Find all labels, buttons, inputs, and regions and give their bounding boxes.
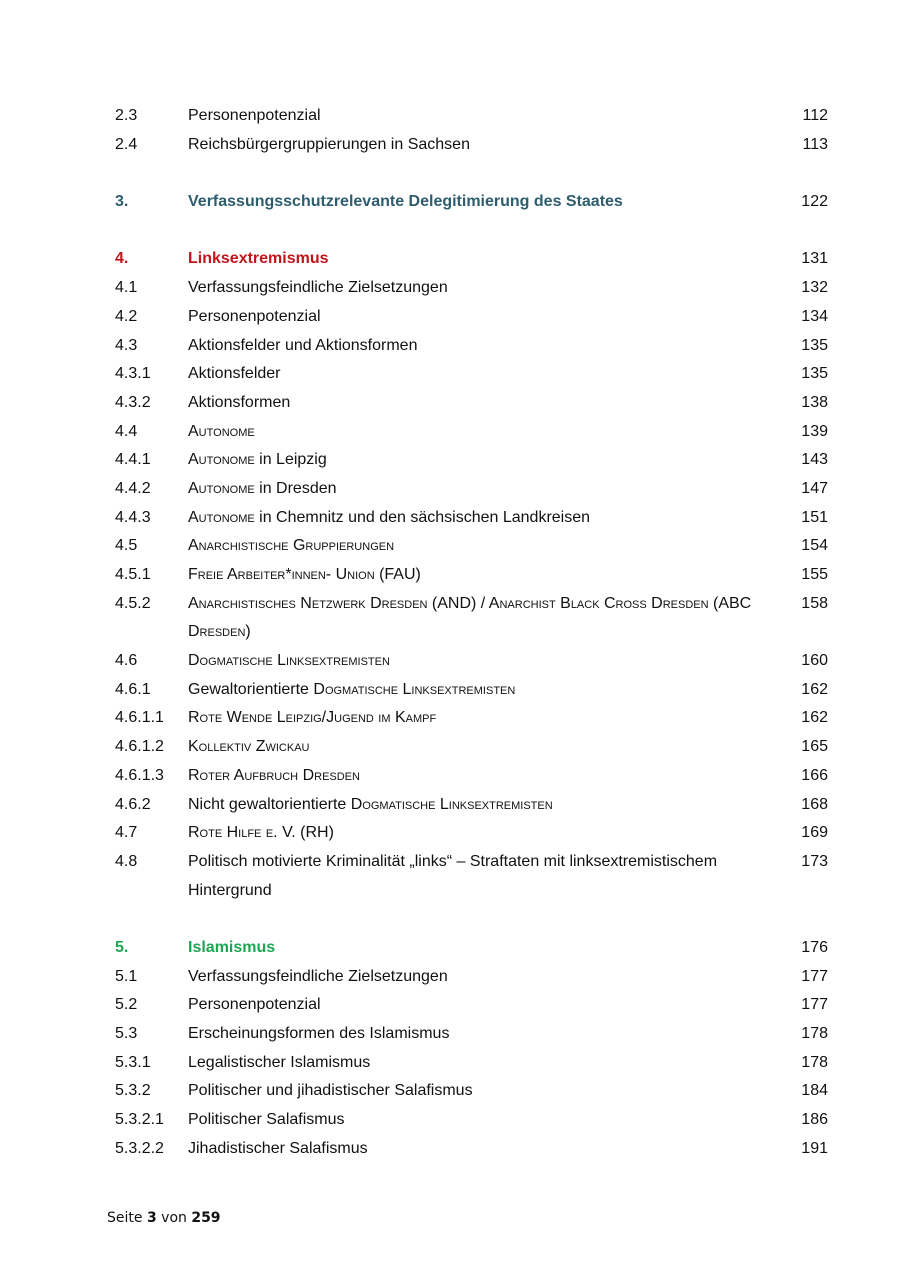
toc-page: 178 [801, 1025, 828, 1043]
spacer [0, 159, 900, 188]
toc-page: 176 [801, 938, 828, 956]
toc-page: 165 [801, 738, 828, 756]
toc-entry-4-2[interactable] [0, 303, 900, 332]
toc-entry-4-4-2[interactable] [0, 475, 900, 504]
toc-page: 135 [801, 365, 828, 383]
toc-page: 155 [801, 566, 828, 583]
toc-title: Reichsbürgergruppierungen in Sachsen [188, 135, 470, 153]
toc-page: 184 [801, 1082, 828, 1100]
toc-number: 4.4.2 [115, 479, 151, 497]
toc-title: Rote Hilfe e. V. (RH) [188, 824, 334, 842]
toc-title-smallcaps: Autonome [188, 508, 255, 526]
footer-prefix: Seite [107, 1210, 147, 1226]
toc-title: Dogmatische Linksextremisten [188, 652, 390, 670]
toc-number: 4.4.3 [115, 508, 151, 526]
toc-page: 191 [801, 1139, 828, 1157]
total-page-count: 259 [191, 1210, 221, 1226]
toc-title-rest: in Leipzig [254, 451, 327, 469]
toc-number: 4.6.1.3 [115, 766, 164, 784]
toc-entry-5-3-2[interactable] [0, 1077, 900, 1106]
toc-title: Politisch motivierte Kriminalität „links“ – Straftaten mit linksextremistischem Hintergrund [188, 852, 718, 899]
toc-entry-4-6-1-3[interactable] [0, 762, 900, 791]
toc-title-rest: in Dresden [254, 479, 337, 497]
toc-entry-4-3[interactable] [0, 332, 900, 361]
toc-number: 4.3 [115, 336, 138, 354]
toc-page: 134 [801, 307, 828, 325]
toc-section-4[interactable] [0, 245, 900, 274]
table-of-contents [0, 102, 900, 1163]
toc-entry-5-3-1[interactable] [0, 1049, 900, 1078]
toc-number: 4.1 [115, 279, 138, 297]
toc-title: Aktionsfelder [188, 365, 281, 383]
toc-number: 2.4 [115, 135, 138, 153]
toc-page: 168 [801, 795, 828, 813]
toc-title: Verfassungsfeindliche Zielsetzungen [188, 279, 448, 297]
toc-entry-5-3-2-1[interactable] [0, 1106, 900, 1135]
toc-title-smallcaps: Autonome [188, 479, 255, 497]
toc-number: 5.3.1 [115, 1053, 151, 1071]
toc-title-prefix: Gewaltorientierte [188, 680, 314, 698]
toc-page: 177 [801, 967, 828, 985]
toc-title: Anarchistische Gruppierungen [188, 537, 395, 555]
toc-entry-4-6-1[interactable] [0, 676, 900, 705]
toc-title: Verfassungsfeindliche Zielsetzungen [188, 967, 448, 985]
toc-number: 4.2 [115, 307, 138, 325]
toc-entry-4-4-1[interactable] [0, 446, 900, 475]
toc-title: Roter Aufbruch Dresden [188, 766, 360, 784]
toc-number: 4.6.1 [115, 680, 151, 698]
toc-title: Politischer und jihadistischer Salafismus [188, 1082, 473, 1100]
toc-page: 147 [801, 479, 828, 497]
toc-number: 4.7 [115, 824, 138, 842]
toc-entry-4-5[interactable] [0, 532, 900, 561]
toc-title: Freie Arbeiter*innen- Union (FAU) [188, 566, 421, 583]
toc-entry-2-4[interactable] [0, 131, 900, 160]
toc-entry-4-6-1-1[interactable] [0, 704, 900, 733]
toc-entry-4-8[interactable] [0, 848, 900, 905]
footer-middle: von [156, 1210, 192, 1226]
toc-title: Personenpotenzial [188, 107, 321, 124]
toc-title: Verfassungsschutzrelevante Delegitimierung des Staates [188, 193, 623, 211]
toc-page: 160 [801, 652, 828, 670]
toc-number: 4.6.1.1 [115, 709, 164, 727]
toc-entry-4-6-1-2[interactable] [0, 733, 900, 762]
toc-number: 2.3 [115, 107, 138, 124]
toc-title [188, 446, 758, 475]
toc-title [188, 791, 758, 820]
toc-page: 143 [801, 451, 828, 469]
toc-number: 5.3.2.1 [115, 1111, 164, 1129]
toc-number: 4.6.1.2 [115, 738, 164, 756]
toc-title-rest: in Chemnitz und den sächsischen Landkreisen [254, 508, 591, 526]
toc-page: 122 [801, 193, 828, 211]
toc-page: 177 [801, 996, 828, 1014]
toc-title: Jihadistischer Salafismus [188, 1139, 368, 1157]
toc-title [188, 504, 758, 533]
toc-entry-4-1[interactable] [0, 274, 900, 303]
toc-entry-5-2[interactable] [0, 991, 900, 1020]
toc-title: Erscheinungsformen des Islamismus [188, 1025, 450, 1043]
toc-title [188, 676, 758, 705]
toc-number: 4.5 [115, 537, 138, 555]
toc-number: 5.2 [115, 996, 138, 1014]
spacer [0, 905, 900, 934]
toc-number: 5.3.2.2 [115, 1139, 164, 1157]
toc-page: 158 [801, 594, 828, 612]
toc-number: 4.4 [115, 422, 138, 440]
toc-number: 3. [115, 193, 129, 211]
current-page-number: 3 [146, 1210, 157, 1226]
toc-title-smallcaps: Autonome [188, 451, 255, 469]
toc-entry-4-7[interactable] [0, 819, 900, 848]
toc-number: 5.3 [115, 1025, 138, 1043]
toc-page: 113 [802, 135, 828, 153]
toc-number: 4.8 [115, 852, 138, 870]
toc-number: 4.4.1 [115, 451, 151, 469]
toc-page: 162 [801, 680, 828, 698]
toc-entry-4-6-2[interactable] [0, 791, 900, 820]
toc-number: 4.5.2 [115, 594, 151, 612]
toc-title: Aktionsformen [188, 393, 291, 411]
toc-page: 151 [801, 508, 828, 526]
toc-title: Autonome [188, 422, 255, 440]
toc-title: Legalistischer Islamismus [188, 1053, 371, 1071]
toc-entry-4-3-1[interactable] [0, 360, 900, 389]
toc-section-5[interactable] [0, 934, 900, 963]
toc-title: Personenpotenzial [188, 996, 321, 1014]
toc-title-smallcaps: Dogmatische Linksextremisten [350, 795, 553, 813]
toc-section-3[interactable] [0, 188, 900, 217]
toc-entry-4-5-2[interactable] [0, 590, 900, 647]
toc-entry-4-6[interactable] [0, 647, 900, 676]
toc-title: Kollektiv Zwickau [188, 738, 310, 756]
toc-number: 4.6.2 [115, 795, 151, 813]
toc-page: 138 [801, 393, 828, 411]
toc-page: 178 [801, 1053, 828, 1071]
toc-title: Anarchistisches Netzwerk Dresden (AND) / Anarchist Black Cross Dresden (ABC Dresden) [188, 594, 752, 641]
toc-number: 5.1 [115, 967, 138, 985]
toc-number: 4. [115, 250, 129, 268]
toc-page: 131 [801, 250, 828, 268]
toc-entry-4-4-3[interactable] [0, 504, 900, 533]
toc-entry-4-4[interactable] [0, 418, 900, 447]
toc-page: 135 [801, 336, 828, 354]
toc-title: Islamismus [188, 938, 276, 956]
toc-title: Aktionsfelder und Aktionsformen [188, 336, 418, 354]
toc-number: 5. [115, 938, 129, 956]
toc-number: 5.3.2 [115, 1082, 151, 1100]
toc-page: 173 [801, 852, 828, 870]
toc-title-prefix: Nicht gewaltorientierte [188, 795, 351, 813]
toc-page: 139 [801, 422, 828, 440]
toc-page: 112 [802, 107, 828, 124]
toc-title [188, 475, 758, 504]
toc-entry-5-1[interactable] [0, 963, 900, 992]
toc-entry-4-5-1[interactable] [0, 561, 900, 590]
toc-entry-4-3-2[interactable] [0, 389, 900, 418]
toc-page: 186 [801, 1111, 828, 1129]
toc-title: Politischer Salafismus [188, 1111, 345, 1129]
toc-title: Rote Wende Leipzig/Jugend im Kampf [188, 709, 437, 727]
toc-entry-5-3[interactable] [0, 1020, 900, 1049]
toc-page: 154 [801, 537, 828, 555]
toc-title: Linksextremismus [188, 250, 329, 268]
toc-title-smallcaps: Dogmatische Linksextremisten [313, 680, 516, 698]
toc-page: 166 [801, 766, 828, 784]
toc-page: 132 [801, 279, 828, 297]
toc-title: Personenpotenzial [188, 307, 321, 325]
toc-number: 4.3.2 [115, 393, 151, 411]
toc-page: 162 [801, 709, 828, 727]
toc-number: 4.6 [115, 652, 138, 670]
toc-entry-2-3[interactable] [0, 102, 900, 131]
toc-number: 4.5.1 [115, 566, 151, 583]
page-footer [107, 1210, 221, 1226]
toc-number: 4.3.1 [115, 365, 151, 383]
toc-page: 169 [801, 824, 828, 842]
toc-entry-5-3-2-2[interactable] [0, 1135, 900, 1164]
spacer [0, 217, 900, 246]
